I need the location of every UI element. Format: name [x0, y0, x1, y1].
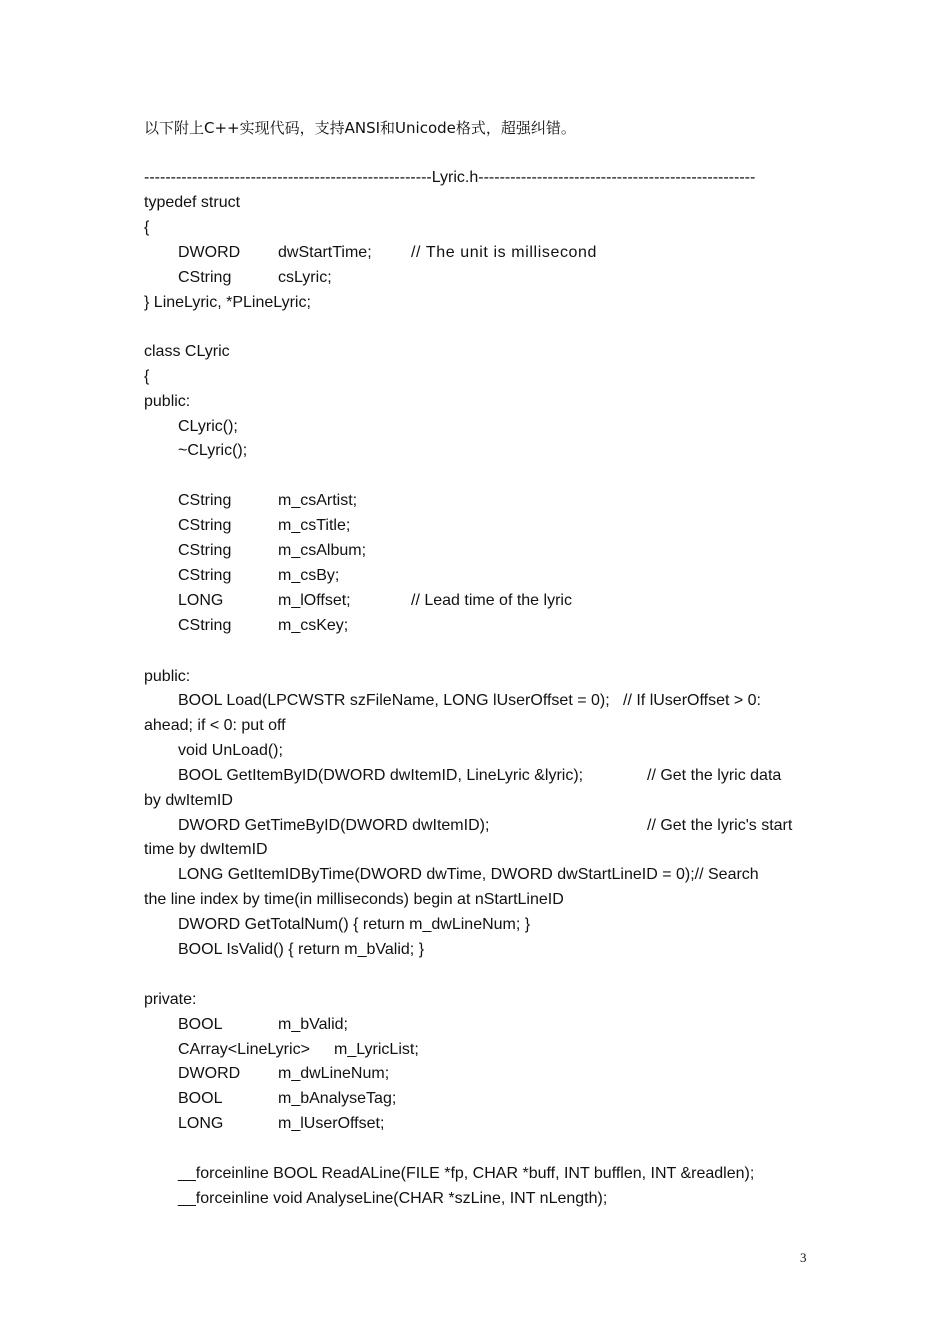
code-line: BOOL IsValid() { return m_bValid; }: [178, 941, 425, 958]
code-type: CArray<LineLyric>: [178, 1041, 310, 1058]
code-type: CString: [178, 492, 232, 509]
code-comment: // Get the lyric data: [647, 767, 782, 784]
code-member: m_csTitle;: [278, 517, 351, 534]
code-line: {: [144, 368, 150, 385]
file-separator-lyric-h: ------------------------------------------------------Lyric.h----------------------------------------------------: [144, 169, 756, 186]
code-line: DWORD GetTotalNum() { return m_dwLineNum; }: [178, 916, 531, 933]
code-member: csLyric;: [278, 269, 332, 286]
code-member: m_lUserOffset;: [278, 1115, 385, 1132]
code-member: m_LyricList;: [334, 1041, 419, 1058]
code-type: CString: [178, 617, 232, 634]
code-type: CString: [178, 517, 232, 534]
code-line: __forceinline void AnalyseLine(CHAR *szLine, INT nLength);: [178, 1190, 608, 1207]
code-access-specifier: private:: [144, 991, 197, 1008]
code-comment: // Lead time of the lyric: [411, 592, 572, 609]
code-line: void UnLoad();: [178, 742, 283, 759]
code-line: by dwItemID: [144, 792, 233, 809]
code-line: BOOL GetItemByID(DWORD dwItemID, LineLyric &lyric);: [178, 767, 584, 784]
code-line: time by dwItemID: [144, 841, 268, 858]
code-line: BOOL Load(LPCWSTR szFileName, LONG lUserOffset = 0); // If lUserOffset > 0:: [178, 692, 761, 709]
code-type: BOOL: [178, 1090, 223, 1107]
code-member: m_csArtist;: [278, 492, 358, 509]
code-line: __forceinline BOOL ReadALine(FILE *fp, CHAR *buff, INT bufflen, INT &readlen);: [178, 1165, 755, 1182]
code-member: dwStartTime;: [278, 244, 372, 261]
code-type: BOOL: [178, 1016, 223, 1033]
code-type: CString: [178, 567, 232, 584]
code-member: m_bAnalyseTag;: [278, 1090, 397, 1107]
code-member: m_lOffset;: [278, 592, 351, 609]
code-type: LONG: [178, 592, 224, 609]
code-member: m_csBy;: [278, 567, 340, 584]
code-line: CLyric();: [178, 418, 238, 435]
code-comment: // Get the lyric's start: [647, 817, 793, 834]
code-line: {: [144, 219, 150, 236]
page-number: 3: [800, 1250, 807, 1265]
code-line: the line index by time(in milliseconds) begin at nStartLineID: [144, 891, 564, 908]
code-line: typedef struct: [144, 194, 241, 211]
code-member: m_bValid;: [278, 1016, 348, 1033]
code-line: } LineLyric, *PLineLyric;: [144, 294, 311, 311]
code-line: ahead; if < 0: put off: [144, 717, 286, 734]
code-type: CString: [178, 269, 232, 286]
code-comment: // The unit is millisecond: [411, 244, 598, 261]
code-access-specifier: public:: [144, 393, 191, 410]
code-line: LONG GetItemIDByTime(DWORD dwTime, DWORD dwStartLineID = 0);// Search: [178, 866, 759, 883]
code-access-specifier: public:: [144, 668, 191, 685]
intro-paragraph: 以下附上C++实现代码，支持ANSI和Unicode格式，超强纠错。: [144, 119, 576, 137]
code-type: DWORD: [178, 1065, 241, 1082]
code-member: m_dwLineNum;: [278, 1065, 390, 1082]
code-line: ~CLyric();: [178, 442, 248, 459]
code-member: m_csKey;: [278, 617, 349, 634]
code-line: class CLyric: [144, 343, 230, 360]
code-type: CString: [178, 542, 232, 559]
code-type: LONG: [178, 1115, 224, 1132]
code-member: m_csAlbum;: [278, 542, 367, 559]
code-type: DWORD: [178, 244, 241, 261]
code-line: DWORD GetTimeByID(DWORD dwItemID);: [178, 817, 490, 834]
